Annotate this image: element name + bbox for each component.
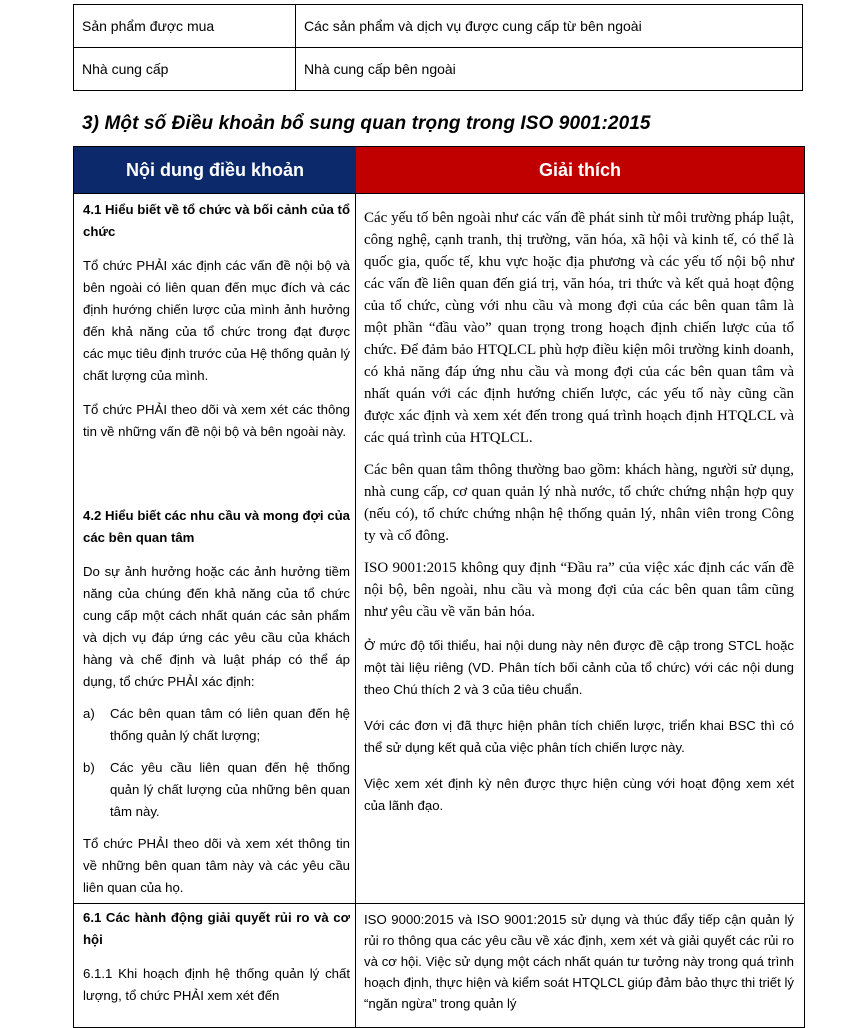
definitions-table bbox=[73, 4, 803, 91]
explanation-paragraph: Các bên quan tâm thông thường bao gồm: khách hàng, người sử dụng, nhà cung cấp, cơ quan quản lý nhà nước, tổ chức chứng nhận hợp quy (nếu có), tổ chức chứng nhận hệ thống quản lý, nhân viên trong Công ty và cổ đông. bbox=[364, 462, 794, 544]
explanation-paragraph: ISO 9000:2015 và ISO 9001:2015 sử dụng và thúc đẩy tiếp cận quản lý rủi ro thông qua các yêu cầu về xác định, xem xét và giải quyết các rủi ro và cơ hội. Việc sử dụng một cách nhất quán tư tưởng này trong quá trình hoạch định, thực hiện và kiểm soát HTQLCL giúp đảm bảo thực thi triết lý “ngăn ngừa” trong quản lý bbox=[364, 912, 794, 1011]
list-text: Các yêu cầu liên quan đến hệ thống quản lý chất lượng của những bên quan tâm này. bbox=[110, 760, 350, 819]
list-marker: b) bbox=[83, 760, 95, 775]
clause-title: 4.1 Hiểu biết về tổ chức và bối cảnh của tổ chức bbox=[83, 202, 350, 239]
clause-6-1 bbox=[83, 907, 350, 1007]
list-item bbox=[83, 757, 350, 823]
column-divider bbox=[355, 193, 356, 1027]
term-cell: Sản phẩm được mua bbox=[74, 5, 296, 48]
clause-4-2 bbox=[83, 505, 350, 899]
list-marker: a) bbox=[83, 706, 95, 721]
explanation-paragraph: Các yếu tố bên ngoài như các vấn đề phát sinh từ môi trường pháp luật, công nghệ, cạnh tranh, thị trường, văn hóa, xã hội và kinh tế, có thể là quốc gia, quốc tế, khu vực hoặc địa phương và các yếu tố nội bộ như các vấn đề liên quan đến giá trị, văn hóa, tri thức và kết quả hoạt động của tổ chức, cùng với nhu cầu và mong đợi của các bên quan tâm là một phần “đầu vào” quan trọng trong hoạch định chiến lược của tổ chức. Để đảm bảo HTQLCL phù hợp điều kiện môi trường kinh doanh, có khả năng đáp ứng nhu cầu và mong đợi của các bên quan tâm và nhất quán với các định hướng chiến lược, các yếu tố này cũng cần được xác định và xem xét đến trong quá trình hoạch định HTQLCL và các quá trình của HTQLCL. bbox=[364, 210, 794, 446]
list-text: Các bên quan tâm có liên quan đến hệ thống quản lý chất lượng; bbox=[110, 706, 350, 743]
explanation-6-1 bbox=[364, 909, 794, 1014]
explanation-paragraph: Với các đơn vị đã thực hiện phân tích chiến lược, triển khai BSC thì có thể sử dụng kết quả của việc phân tích chiến lược này. bbox=[364, 718, 794, 755]
clause-title: 4.2 Hiểu biết các nhu cầu và mong đợi của các bên quan tâm bbox=[83, 508, 350, 545]
definition-cell: Nhà cung cấp bên ngoài bbox=[296, 48, 803, 91]
table-row bbox=[74, 48, 803, 91]
clause-title: 6.1 Các hành động giải quyết rủi ro và cơ hội bbox=[83, 910, 350, 947]
clause-paragraph: Do sự ảnh hưởng hoặc các ảnh hưởng tiềm năng của chúng đến khả năng của tổ chức cung cấp một cách nhất quán các sản phẩm và dịch vụ đáp ứng các yêu cầu của khách hàng và chế định và luật pháp có thể áp dụng, tổ chức PHẢI xác định: bbox=[83, 564, 350, 689]
section-heading: 3) Một số Điều khoản bổ sung quan trọng trong ISO 9001:2015 bbox=[82, 113, 651, 134]
explanation-paragraph: Việc xem xét định kỳ nên được thực hiện cùng với hoạt động xem xét của lãnh đạo. bbox=[364, 776, 794, 813]
clause-4-1 bbox=[83, 199, 350, 443]
row-divider bbox=[74, 193, 804, 194]
term-cell: Nhà cung cấp bbox=[74, 48, 296, 91]
table-row bbox=[74, 5, 803, 48]
header-clause-content: Nội dung điều khoản bbox=[74, 147, 356, 193]
explanation-paragraph: ISO 9001:2015 không quy định “Đầu ra” của việc xác định các vấn đề nội bộ, bên ngoài, nhu cầu và mong đợi của các bên quan tâm cũng như yêu cầu về văn bản hóa. bbox=[364, 560, 794, 620]
row-divider bbox=[74, 903, 804, 904]
clause-paragraph: Tổ chức PHẢI theo dõi và xem xét các thông tin về những vấn đề nội bộ và bên ngoài này. bbox=[83, 402, 350, 439]
explanation-4 bbox=[364, 207, 794, 817]
clause-paragraph: Tổ chức PHẢI theo dõi và xem xét thông tin về những bên quan tâm này và các yêu cầu liên quan của họ. bbox=[83, 836, 350, 895]
list-item bbox=[83, 703, 350, 747]
clause-paragraph: 6.1.1 Khi hoạch định hệ thống quản lý chất lượng, tổ chức PHẢI xem xét đến bbox=[83, 966, 350, 1003]
clauses-table bbox=[73, 146, 805, 1028]
header-explanation: Giải thích bbox=[356, 147, 804, 193]
definition-cell: Các sản phẩm và dịch vụ được cung cấp từ bên ngoài bbox=[296, 5, 803, 48]
clause-paragraph: Tổ chức PHẢI xác định các vấn đề nội bộ và bên ngoài có liên quan đến mục đích và các định hướng chiến lược của mình ảnh hưởng đến khả năng của tổ chức trong đạt được các mục tiêu định trước của Hệ thống quản lý chất lượng của mình. bbox=[83, 258, 350, 383]
explanation-paragraph: Ở mức độ tối thiểu, hai nội dung này nên được đề cập trong STCL hoặc một tài liệu riêng (VD. Phân tích bối cảnh của tổ chức) với các nội dung theo Chú thích 2 và 3 của tiêu chuẩn. bbox=[364, 638, 794, 697]
